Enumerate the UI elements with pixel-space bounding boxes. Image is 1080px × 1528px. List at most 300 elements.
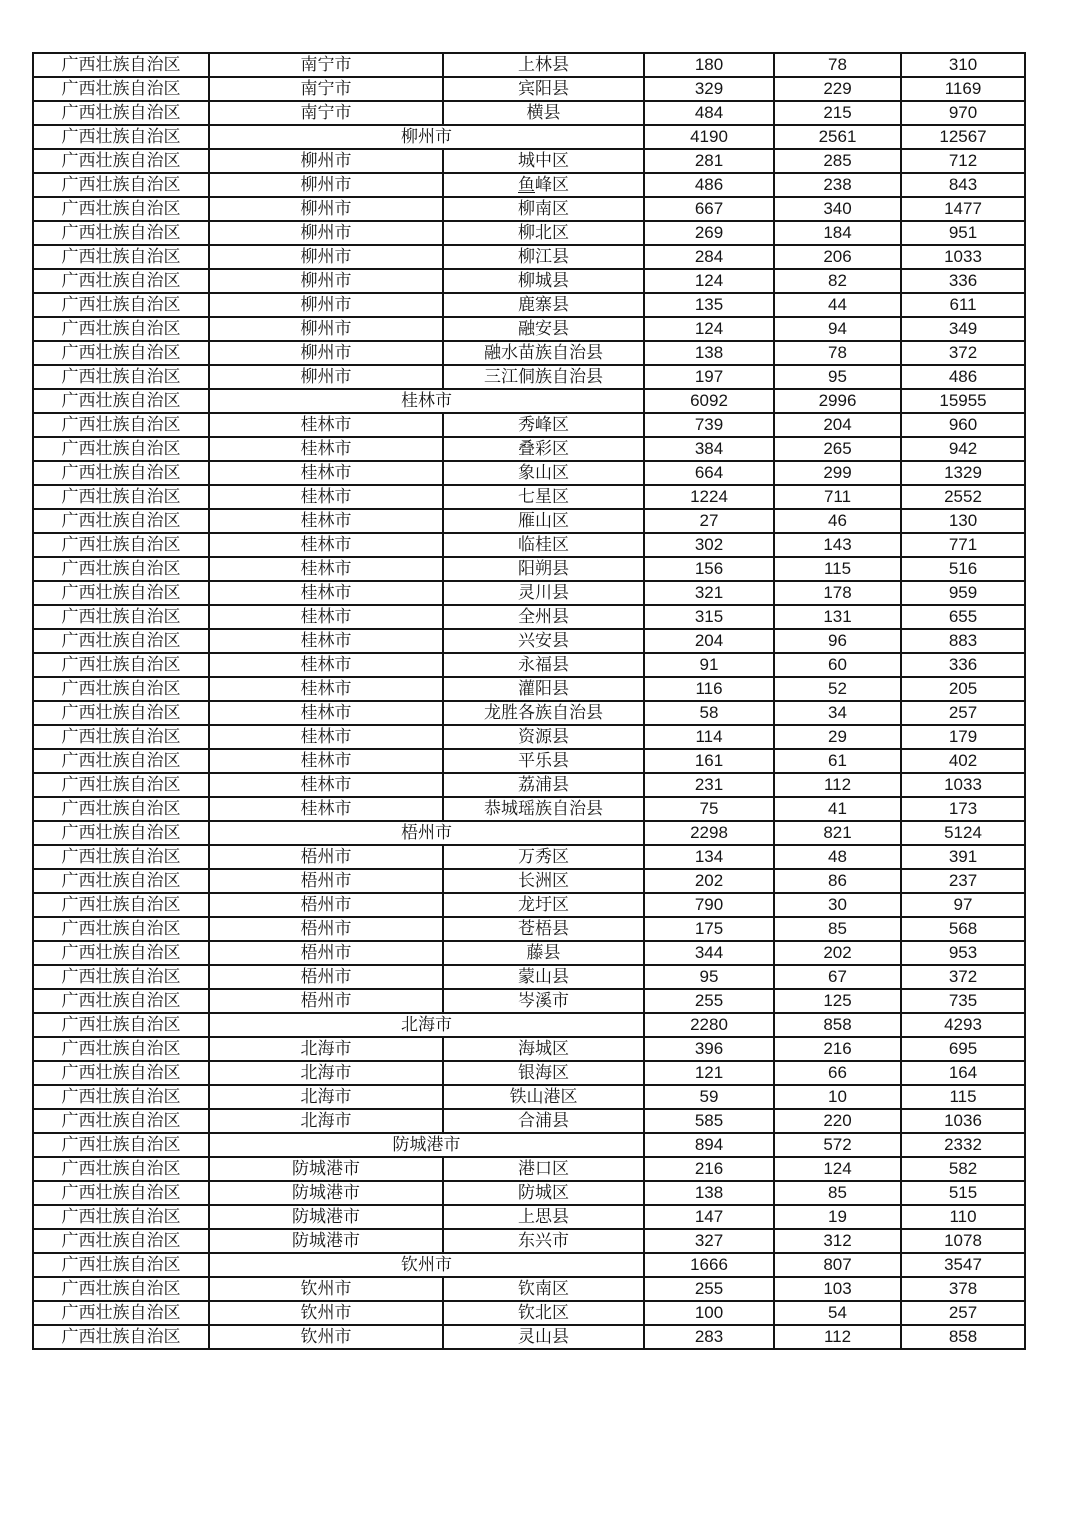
- value-cell-3: 3547: [901, 1253, 1025, 1277]
- city-summary-row: [33, 389, 1025, 413]
- value-cell-3: 372: [901, 341, 1025, 365]
- table-body: [33, 53, 1025, 1349]
- city-cell: 柳州市: [209, 221, 443, 245]
- value-cell-1: 135: [644, 293, 774, 317]
- province-cell: 广西壮族自治区: [33, 917, 209, 941]
- county-cell: 柳江县: [443, 245, 644, 269]
- value-cell-2: 572: [774, 1133, 901, 1157]
- city-merged-cell: 防城港市: [209, 1133, 644, 1157]
- underlined-char: 鱼: [518, 175, 535, 194]
- city-cell: 梧州市: [209, 965, 443, 989]
- province-cell: 广西壮族自治区: [33, 1109, 209, 1133]
- province-cell: 广西壮族自治区: [33, 1181, 209, 1205]
- county-cell: 蒙山县: [443, 965, 644, 989]
- city-cell: 桂林市: [209, 701, 443, 725]
- value-cell-1: 321: [644, 581, 774, 605]
- city-cell: 北海市: [209, 1109, 443, 1133]
- province-cell: 广西壮族自治区: [33, 173, 209, 197]
- county-row: [33, 1109, 1025, 1133]
- county-cell: 钦南区: [443, 1277, 644, 1301]
- county-row: [33, 941, 1025, 965]
- county-cell: 鱼峰区: [443, 173, 644, 197]
- county-cell: 上林县: [443, 53, 644, 77]
- city-summary-row: [33, 1133, 1025, 1157]
- city-cell: 柳州市: [209, 269, 443, 293]
- value-cell-1: 894: [644, 1133, 774, 1157]
- value-cell-2: 94: [774, 317, 901, 341]
- county-row: [33, 605, 1025, 629]
- value-cell-2: 96: [774, 629, 901, 653]
- value-cell-1: 91: [644, 653, 774, 677]
- value-cell-1: 175: [644, 917, 774, 941]
- province-cell: 广西壮族自治区: [33, 53, 209, 77]
- value-cell-2: 312: [774, 1229, 901, 1253]
- value-cell-1: 384: [644, 437, 774, 461]
- county-row: [33, 485, 1025, 509]
- value-cell-2: 46: [774, 509, 901, 533]
- value-cell-1: 59: [644, 1085, 774, 1109]
- county-row: [33, 869, 1025, 893]
- province-cell: 广西壮族自治区: [33, 389, 209, 413]
- value-cell-3: 951: [901, 221, 1025, 245]
- county-cell: 鹿寨县: [443, 293, 644, 317]
- value-cell-3: 15955: [901, 389, 1025, 413]
- county-row: [33, 341, 1025, 365]
- value-cell-2: 265: [774, 437, 901, 461]
- city-summary-row: [33, 1253, 1025, 1277]
- value-cell-2: 103: [774, 1277, 901, 1301]
- county-row: [33, 677, 1025, 701]
- province-cell: 广西壮族自治区: [33, 725, 209, 749]
- county-cell: 阳朔县: [443, 557, 644, 581]
- city-cell: 北海市: [209, 1037, 443, 1061]
- county-row: [33, 101, 1025, 125]
- province-cell: 广西壮族自治区: [33, 437, 209, 461]
- county-row: [33, 221, 1025, 245]
- value-cell-2: 29: [774, 725, 901, 749]
- county-cell: 宾阳县: [443, 77, 644, 101]
- city-cell: 桂林市: [209, 581, 443, 605]
- value-cell-1: 202: [644, 869, 774, 893]
- value-cell-3: 1033: [901, 773, 1025, 797]
- province-cell: 广西壮族自治区: [33, 461, 209, 485]
- value-cell-1: 114: [644, 725, 774, 749]
- city-cell: 梧州市: [209, 869, 443, 893]
- value-cell-1: 790: [644, 893, 774, 917]
- value-cell-3: 173: [901, 797, 1025, 821]
- county-cell: 银海区: [443, 1061, 644, 1085]
- value-cell-3: 960: [901, 413, 1025, 437]
- value-cell-3: 179: [901, 725, 1025, 749]
- county-row: [33, 1277, 1025, 1301]
- value-cell-3: 2332: [901, 1133, 1025, 1157]
- value-cell-2: 215: [774, 101, 901, 125]
- city-merged-cell: 梧州市: [209, 821, 644, 845]
- value-cell-1: 1224: [644, 485, 774, 509]
- value-cell-3: 1078: [901, 1229, 1025, 1253]
- county-row: [33, 629, 1025, 653]
- province-cell: 广西壮族自治区: [33, 1037, 209, 1061]
- value-cell-3: 942: [901, 437, 1025, 461]
- value-cell-1: 124: [644, 269, 774, 293]
- value-cell-3: 1036: [901, 1109, 1025, 1133]
- value-cell-3: 349: [901, 317, 1025, 341]
- county-row: [33, 1229, 1025, 1253]
- value-cell-3: 712: [901, 149, 1025, 173]
- value-cell-2: 112: [774, 773, 901, 797]
- value-cell-1: 100: [644, 1301, 774, 1325]
- city-cell: 桂林市: [209, 485, 443, 509]
- value-cell-2: 86: [774, 869, 901, 893]
- province-cell: 广西壮族自治区: [33, 533, 209, 557]
- county-cell: 柳城县: [443, 269, 644, 293]
- city-cell: 梧州市: [209, 893, 443, 917]
- value-cell-1: 138: [644, 1181, 774, 1205]
- county-cell: 柳北区: [443, 221, 644, 245]
- county-cell: 防城区: [443, 1181, 644, 1205]
- province-cell: 广西壮族自治区: [33, 1133, 209, 1157]
- value-cell-2: 115: [774, 557, 901, 581]
- value-cell-1: 216: [644, 1157, 774, 1181]
- province-cell: 广西壮族自治区: [33, 1085, 209, 1109]
- value-cell-3: 372: [901, 965, 1025, 989]
- county-cell: 兴安县: [443, 629, 644, 653]
- value-cell-3: 237: [901, 869, 1025, 893]
- value-cell-2: 202: [774, 941, 901, 965]
- province-cell: 广西壮族自治区: [33, 1277, 209, 1301]
- county-row: [33, 1061, 1025, 1085]
- county-cell: 城中区: [443, 149, 644, 173]
- county-cell: 柳南区: [443, 197, 644, 221]
- county-row: [33, 701, 1025, 725]
- region-statistics-table: [32, 52, 1026, 1350]
- province-cell: 广西壮族自治区: [33, 869, 209, 893]
- value-cell-1: 269: [644, 221, 774, 245]
- county-row: [33, 557, 1025, 581]
- county-cell: 平乐县: [443, 749, 644, 773]
- value-cell-1: 75: [644, 797, 774, 821]
- value-cell-1: 585: [644, 1109, 774, 1133]
- province-cell: 广西壮族自治区: [33, 941, 209, 965]
- province-cell: 广西壮族自治区: [33, 629, 209, 653]
- value-cell-3: 695: [901, 1037, 1025, 1061]
- value-cell-1: 116: [644, 677, 774, 701]
- value-cell-3: 843: [901, 173, 1025, 197]
- value-cell-1: 329: [644, 77, 774, 101]
- province-cell: 广西壮族自治区: [33, 821, 209, 845]
- city-summary-row: [33, 1013, 1025, 1037]
- value-cell-2: 112: [774, 1325, 901, 1349]
- value-cell-1: 284: [644, 245, 774, 269]
- county-row: [33, 965, 1025, 989]
- county-row: [33, 533, 1025, 557]
- value-cell-3: 771: [901, 533, 1025, 557]
- county-row: [33, 893, 1025, 917]
- value-cell-2: 34: [774, 701, 901, 725]
- county-row: [33, 1037, 1025, 1061]
- city-cell: 北海市: [209, 1085, 443, 1109]
- city-cell: 梧州市: [209, 845, 443, 869]
- value-cell-2: 238: [774, 173, 901, 197]
- value-cell-3: 1477: [901, 197, 1025, 221]
- value-cell-3: 205: [901, 677, 1025, 701]
- county-cell: 横县: [443, 101, 644, 125]
- city-cell: 梧州市: [209, 989, 443, 1013]
- value-cell-3: 4293: [901, 1013, 1025, 1037]
- province-cell: 广西壮族自治区: [33, 125, 209, 149]
- county-row: [33, 1301, 1025, 1325]
- county-cell: 灌阳县: [443, 677, 644, 701]
- value-cell-3: 164: [901, 1061, 1025, 1085]
- value-cell-2: 216: [774, 1037, 901, 1061]
- province-cell: 广西壮族自治区: [33, 245, 209, 269]
- county-cell: 钦北区: [443, 1301, 644, 1325]
- value-cell-2: 61: [774, 749, 901, 773]
- county-row: [33, 725, 1025, 749]
- county-row: [33, 173, 1025, 197]
- province-cell: 广西壮族自治区: [33, 1229, 209, 1253]
- province-cell: 广西壮族自治区: [33, 77, 209, 101]
- county-row: [33, 245, 1025, 269]
- county-cell: 合浦县: [443, 1109, 644, 1133]
- value-cell-3: 1033: [901, 245, 1025, 269]
- value-cell-1: 4190: [644, 125, 774, 149]
- city-cell: 柳州市: [209, 173, 443, 197]
- value-cell-2: 52: [774, 677, 901, 701]
- value-cell-2: 2996: [774, 389, 901, 413]
- value-cell-2: 285: [774, 149, 901, 173]
- county-row: [33, 773, 1025, 797]
- city-cell: 防城港市: [209, 1181, 443, 1205]
- value-cell-1: 1666: [644, 1253, 774, 1277]
- value-cell-2: 41: [774, 797, 901, 821]
- county-cell: 万秀区: [443, 845, 644, 869]
- county-row: [33, 365, 1025, 389]
- value-cell-3: 97: [901, 893, 1025, 917]
- value-cell-2: 67: [774, 965, 901, 989]
- value-cell-2: 125: [774, 989, 901, 1013]
- value-cell-2: 85: [774, 1181, 901, 1205]
- value-cell-1: 197: [644, 365, 774, 389]
- value-cell-3: 515: [901, 1181, 1025, 1205]
- city-cell: 柳州市: [209, 365, 443, 389]
- province-cell: 广西壮族自治区: [33, 845, 209, 869]
- county-cell: 全州县: [443, 605, 644, 629]
- county-row: [33, 77, 1025, 101]
- county-row: [33, 53, 1025, 77]
- county-cell: 港口区: [443, 1157, 644, 1181]
- city-cell: 南宁市: [209, 77, 443, 101]
- value-cell-3: 655: [901, 605, 1025, 629]
- value-cell-3: 402: [901, 749, 1025, 773]
- value-cell-3: 953: [901, 941, 1025, 965]
- value-cell-2: 220: [774, 1109, 901, 1133]
- value-cell-2: 48: [774, 845, 901, 869]
- value-cell-3: 310: [901, 53, 1025, 77]
- value-cell-3: 486: [901, 365, 1025, 389]
- value-cell-2: 807: [774, 1253, 901, 1277]
- value-cell-1: 255: [644, 1277, 774, 1301]
- value-cell-3: 970: [901, 101, 1025, 125]
- province-cell: 广西壮族自治区: [33, 485, 209, 509]
- value-cell-1: 344: [644, 941, 774, 965]
- city-cell: 桂林市: [209, 653, 443, 677]
- city-cell: 钦州市: [209, 1325, 443, 1349]
- value-cell-2: 30: [774, 893, 901, 917]
- value-cell-1: 283: [644, 1325, 774, 1349]
- value-cell-3: 257: [901, 701, 1025, 725]
- value-cell-1: 6092: [644, 389, 774, 413]
- county-row: [33, 437, 1025, 461]
- value-cell-1: 327: [644, 1229, 774, 1253]
- city-cell: 北海市: [209, 1061, 443, 1085]
- province-cell: 广西壮族自治区: [33, 605, 209, 629]
- value-cell-1: 302: [644, 533, 774, 557]
- value-cell-3: 1169: [901, 77, 1025, 101]
- value-cell-3: 115: [901, 1085, 1025, 1109]
- city-cell: 防城港市: [209, 1205, 443, 1229]
- value-cell-3: 2552: [901, 485, 1025, 509]
- province-cell: 广西壮族自治区: [33, 581, 209, 605]
- value-cell-3: 516: [901, 557, 1025, 581]
- city-cell: 桂林市: [209, 509, 443, 533]
- county-row: [33, 845, 1025, 869]
- value-cell-1: 2298: [644, 821, 774, 845]
- value-cell-1: 58: [644, 701, 774, 725]
- city-cell: 柳州市: [209, 197, 443, 221]
- value-cell-2: 60: [774, 653, 901, 677]
- value-cell-2: 85: [774, 917, 901, 941]
- value-cell-2: 10: [774, 1085, 901, 1109]
- value-cell-3: 336: [901, 269, 1025, 293]
- value-cell-1: 396: [644, 1037, 774, 1061]
- province-cell: 广西壮族自治区: [33, 365, 209, 389]
- city-cell: 梧州市: [209, 917, 443, 941]
- county-cell: 上思县: [443, 1205, 644, 1229]
- value-cell-2: 299: [774, 461, 901, 485]
- value-cell-1: 161: [644, 749, 774, 773]
- value-cell-3: 130: [901, 509, 1025, 533]
- city-cell: 钦州市: [209, 1301, 443, 1325]
- value-cell-1: 204: [644, 629, 774, 653]
- value-cell-2: 229: [774, 77, 901, 101]
- county-row: [33, 581, 1025, 605]
- county-cell: 荔浦县: [443, 773, 644, 797]
- value-cell-2: 78: [774, 341, 901, 365]
- province-cell: 广西壮族自治区: [33, 893, 209, 917]
- county-row: [33, 293, 1025, 317]
- city-cell: 桂林市: [209, 461, 443, 485]
- county-cell: 铁山港区: [443, 1085, 644, 1109]
- value-cell-1: 147: [644, 1205, 774, 1229]
- value-cell-2: 95: [774, 365, 901, 389]
- city-cell: 桂林市: [209, 677, 443, 701]
- province-cell: 广西壮族自治区: [33, 1061, 209, 1085]
- county-cell: 龙圩区: [443, 893, 644, 917]
- province-cell: 广西壮族自治区: [33, 797, 209, 821]
- county-cell: 七星区: [443, 485, 644, 509]
- value-cell-2: 54: [774, 1301, 901, 1325]
- value-cell-1: 664: [644, 461, 774, 485]
- province-cell: 广西壮族自治区: [33, 1013, 209, 1037]
- value-cell-2: 82: [774, 269, 901, 293]
- city-cell: 南宁市: [209, 101, 443, 125]
- value-cell-3: 378: [901, 1277, 1025, 1301]
- value-cell-3: 883: [901, 629, 1025, 653]
- province-cell: 广西壮族自治区: [33, 989, 209, 1013]
- city-cell: 柳州市: [209, 317, 443, 341]
- value-cell-3: 110: [901, 1205, 1025, 1229]
- value-cell-2: 44: [774, 293, 901, 317]
- value-cell-2: 821: [774, 821, 901, 845]
- county-cell: 恭城瑶族自治县: [443, 797, 644, 821]
- county-row: [33, 653, 1025, 677]
- city-merged-cell: 柳州市: [209, 125, 644, 149]
- province-cell: 广西壮族自治区: [33, 773, 209, 797]
- county-row: [33, 749, 1025, 773]
- value-cell-1: 156: [644, 557, 774, 581]
- province-cell: 广西壮族自治区: [33, 965, 209, 989]
- county-row: [33, 1325, 1025, 1349]
- province-cell: 广西壮族自治区: [33, 317, 209, 341]
- city-cell: 柳州市: [209, 341, 443, 365]
- value-cell-3: 257: [901, 1301, 1025, 1325]
- value-cell-2: 184: [774, 221, 901, 245]
- value-cell-2: 204: [774, 413, 901, 437]
- city-cell: 桂林市: [209, 557, 443, 581]
- value-cell-1: 27: [644, 509, 774, 533]
- value-cell-2: 711: [774, 485, 901, 509]
- county-row: [33, 413, 1025, 437]
- value-cell-1: 180: [644, 53, 774, 77]
- county-cell: 长洲区: [443, 869, 644, 893]
- county-cell: 东兴市: [443, 1229, 644, 1253]
- value-cell-1: 281: [644, 149, 774, 173]
- city-cell: 桂林市: [209, 437, 443, 461]
- value-cell-1: 95: [644, 965, 774, 989]
- province-cell: 广西壮族自治区: [33, 101, 209, 125]
- province-cell: 广西壮族自治区: [33, 269, 209, 293]
- county-cell: 秀峰区: [443, 413, 644, 437]
- value-cell-3: 582: [901, 1157, 1025, 1181]
- value-cell-2: 178: [774, 581, 901, 605]
- county-cell: 临桂区: [443, 533, 644, 557]
- city-cell: 钦州市: [209, 1277, 443, 1301]
- value-cell-3: 391: [901, 845, 1025, 869]
- city-summary-row: [33, 821, 1025, 845]
- value-cell-1: 739: [644, 413, 774, 437]
- province-cell: 广西壮族自治区: [33, 1157, 209, 1181]
- value-cell-1: 231: [644, 773, 774, 797]
- county-row: [33, 989, 1025, 1013]
- county-row: [33, 1085, 1025, 1109]
- value-cell-1: 121: [644, 1061, 774, 1085]
- city-merged-cell: 桂林市: [209, 389, 644, 413]
- value-cell-1: 124: [644, 317, 774, 341]
- county-row: [33, 197, 1025, 221]
- county-cell: 灵川县: [443, 581, 644, 605]
- province-cell: 广西壮族自治区: [33, 677, 209, 701]
- province-cell: 广西壮族自治区: [33, 701, 209, 725]
- county-cell: 融水苗族自治县: [443, 341, 644, 365]
- value-cell-3: 735: [901, 989, 1025, 1013]
- value-cell-1: 134: [644, 845, 774, 869]
- value-cell-2: 66: [774, 1061, 901, 1085]
- value-cell-3: 611: [901, 293, 1025, 317]
- province-cell: 广西壮族自治区: [33, 557, 209, 581]
- province-cell: 广西壮族自治区: [33, 197, 209, 221]
- county-cell: 藤县: [443, 941, 644, 965]
